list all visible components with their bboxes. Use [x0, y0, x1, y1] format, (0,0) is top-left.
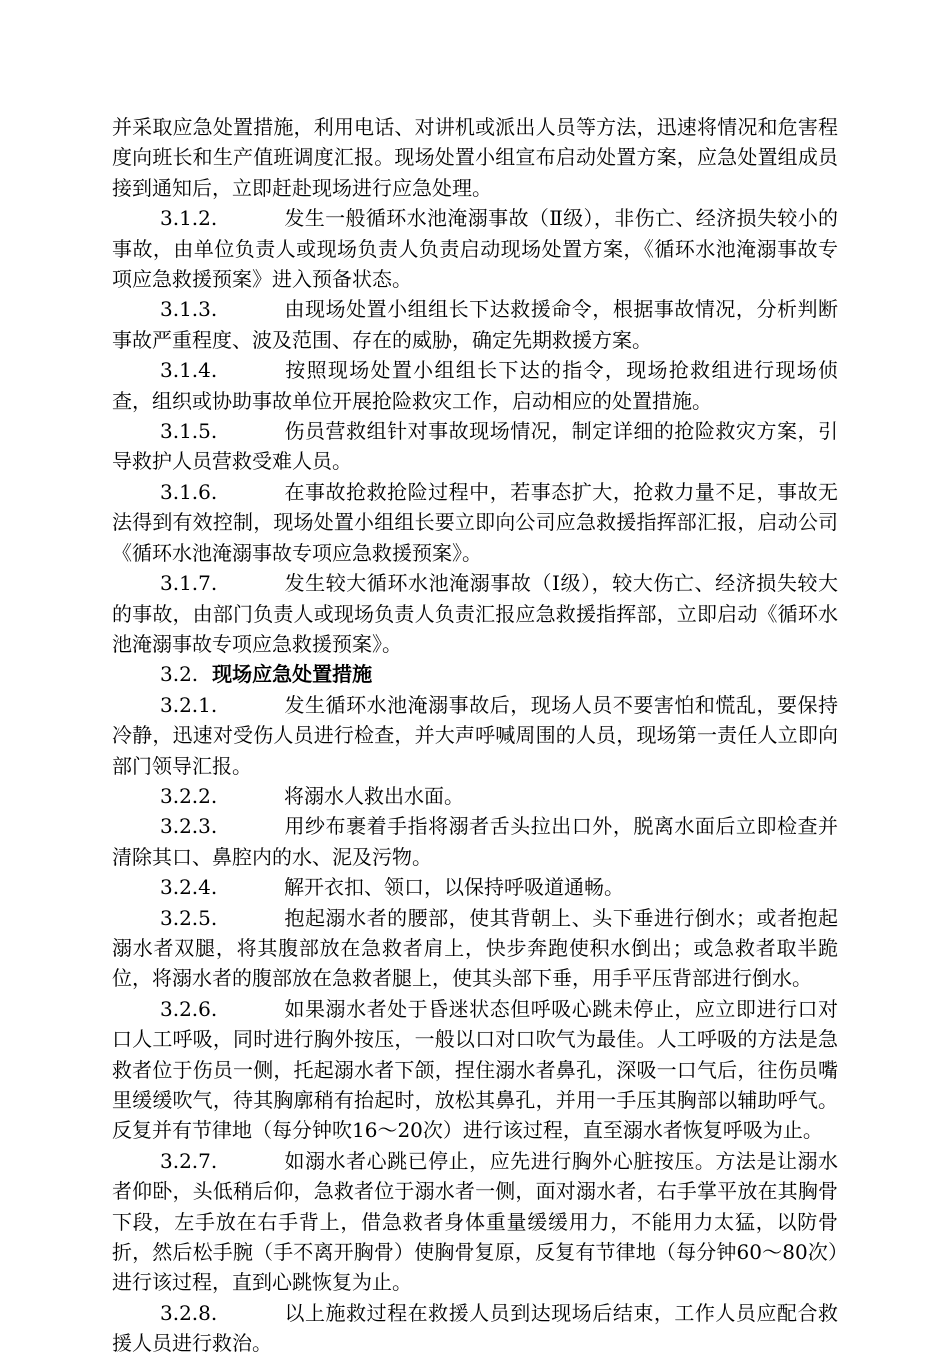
clause-3-1-6: [112, 477, 838, 568]
clause-text: 将溺水人救出水面。: [284, 783, 464, 808]
clause-number: 3.2.6.: [160, 996, 218, 1021]
clause-number: 3.2.5.: [160, 905, 218, 930]
section-heading-3-2: [112, 659, 838, 689]
section-title: 现场应急处置措施: [212, 662, 373, 687]
clause-text: 由现场处置小组组长下达救援命令，根据事故情况，分析判断事故严重程度、波及范围、存在的威胁，确定先期救援方案。: [112, 297, 838, 352]
clause-number: 3.1.3.: [160, 297, 218, 322]
clause-3-2-7: [112, 1146, 838, 1298]
clause-3-1-5: [112, 416, 838, 477]
clause-number: 3.2.3.: [160, 814, 218, 839]
clause-text: 伤员营救组针对事故现场情况，制定详细的抢险救灾方案，引导救护人员营救受难人员。: [112, 419, 838, 474]
clause-number: 3.1.7.: [160, 571, 218, 596]
clause-number: 3.2.7.: [160, 1148, 218, 1173]
clause-3-2-6: [112, 994, 838, 1146]
clause-text: 以上施救过程在救援人员到达现场后结束，工作人员应配合救援人员进行救治。: [112, 1300, 838, 1356]
clause-text: 按照现场处置小组组长下达的指令，现场抢救组进行现场侦查，组织或协助事故单位开展抢险救灾工作，启动相应的处置措施。: [112, 358, 838, 413]
clause-text: 如溺水者心跳已停止，应先进行胸外心脏按压。方法是让溺水者仰卧，头低稍后仰，急救者位于溺水者一侧，面对溺水者，右手掌平放在其胸骨下段，左手放在右手背上，借急救者身体重量缓缓用力，不能用力太猛，以防骨折，然后松手腕（手不离开胸骨）使胸骨复原，反复有节律地（每分钟60～80次）进行该过程，直到心跳恢复为止。: [112, 1148, 838, 1295]
clause-text: 用纱布裹着手指将溺者舌头拉出口外，脱离水面后立即检查并清除其口、鼻腔内的水、泥及污物。: [112, 814, 838, 869]
clause-3-2-5: [112, 903, 838, 994]
clause-number: 3.1.2.: [160, 206, 218, 231]
clause-3-2-1: [112, 690, 838, 781]
clause-3-2-3: [112, 811, 838, 872]
clause-3-1-2: [112, 203, 838, 294]
clause-text: 解开衣扣、领口，以保持呼吸道通畅。: [284, 875, 624, 900]
clause-text: 抱起溺水者的腰部，使其背朝上、头下垂进行倒水；或者抱起溺水者双腿，将其腹部放在急救者肩上，快步奔跑使积水倒出；或急救者取半跪位，将溺水者的腹部放在急救者腿上，使其头部下垂，用手平压背部进行倒水。: [112, 905, 838, 991]
clause-3-2-2: [112, 781, 838, 811]
clause-number: 3.1.4.: [160, 358, 218, 383]
clause-number: 3.1.6.: [160, 479, 218, 504]
clause-3-2-4: [112, 872, 838, 902]
clause-3-2-8: [112, 1298, 838, 1359]
section-number: 3.2.: [160, 662, 199, 687]
clause-number: 3.2.1.: [160, 692, 218, 717]
clause-number: 3.2.4.: [160, 875, 218, 900]
clause-number: 3.1.5.: [160, 419, 218, 444]
clause-3-1-7: [112, 568, 838, 659]
clause-text: 发生较大循环水池淹溺事故（Ⅰ级），较大伤亡、经济损失较大的事故，由部门负责人或现场负责人负责汇报应急救援指挥部，立即启动《循环水池淹溺事故专项应急救援预案》。: [112, 571, 838, 656]
clause-number: 3.2.8.: [160, 1300, 218, 1325]
clause-number: 3.2.2.: [160, 783, 218, 808]
clause-3-1-4: [112, 355, 838, 416]
clause-text: 发生循环水池淹溺事故后，现场人员不要害怕和慌乱，要保持冷静，迅速对受伤人员进行检查，并大声呼喊周围的人员，现场第一责任人立即向部门领导汇报。: [112, 692, 838, 778]
clause-text: 如果溺水者处于昏迷状态但呼吸心跳未停止，应立即进行口对口人工呼吸，同时进行胸外按压，一般以口对口吹气为最佳。人工呼吸的方法是急救者位于伤员一侧，托起溺水者下颌，捏住溺水者鼻孔，深吸一口气后，往伤员嘴里缓缓吹气，待其胸廓稍有抬起时，放松其鼻孔，并用一手压其胸部以辅助呼气。反复并有节律地（每分钟吹16～20次）进行该过程，直至溺水者恢复呼吸为止。: [112, 996, 838, 1143]
continuation-paragraph: 并采取应急处置措施，利用电话、对讲机或派出人员等方法，迅速将情况和危害程度向班长和生产值班调度汇报。现场处置小组宣布启动处置方案，应急处置组成员接到通知后，立即赶赴现场进行应急处理。: [112, 115, 838, 200]
clause-text: 在事故抢救抢险过程中，若事态扩大，抢救力量不足，事故无法得到有效控制，现场处置小组组长要立即向公司应急救援指挥部汇报，启动公司《循环水池淹溺事故专项应急救援预案》。: [112, 479, 838, 565]
clause-3-1-3: [112, 294, 838, 355]
clause-text: 发生一般循环水池淹溺事故（Ⅱ级），非伤亡、经济损失较小的事故，由单位负责人或现场负责人负责启动现场处置方案，《循环水池淹溺事故专项应急救援预案》进入预备状态。: [112, 206, 838, 292]
